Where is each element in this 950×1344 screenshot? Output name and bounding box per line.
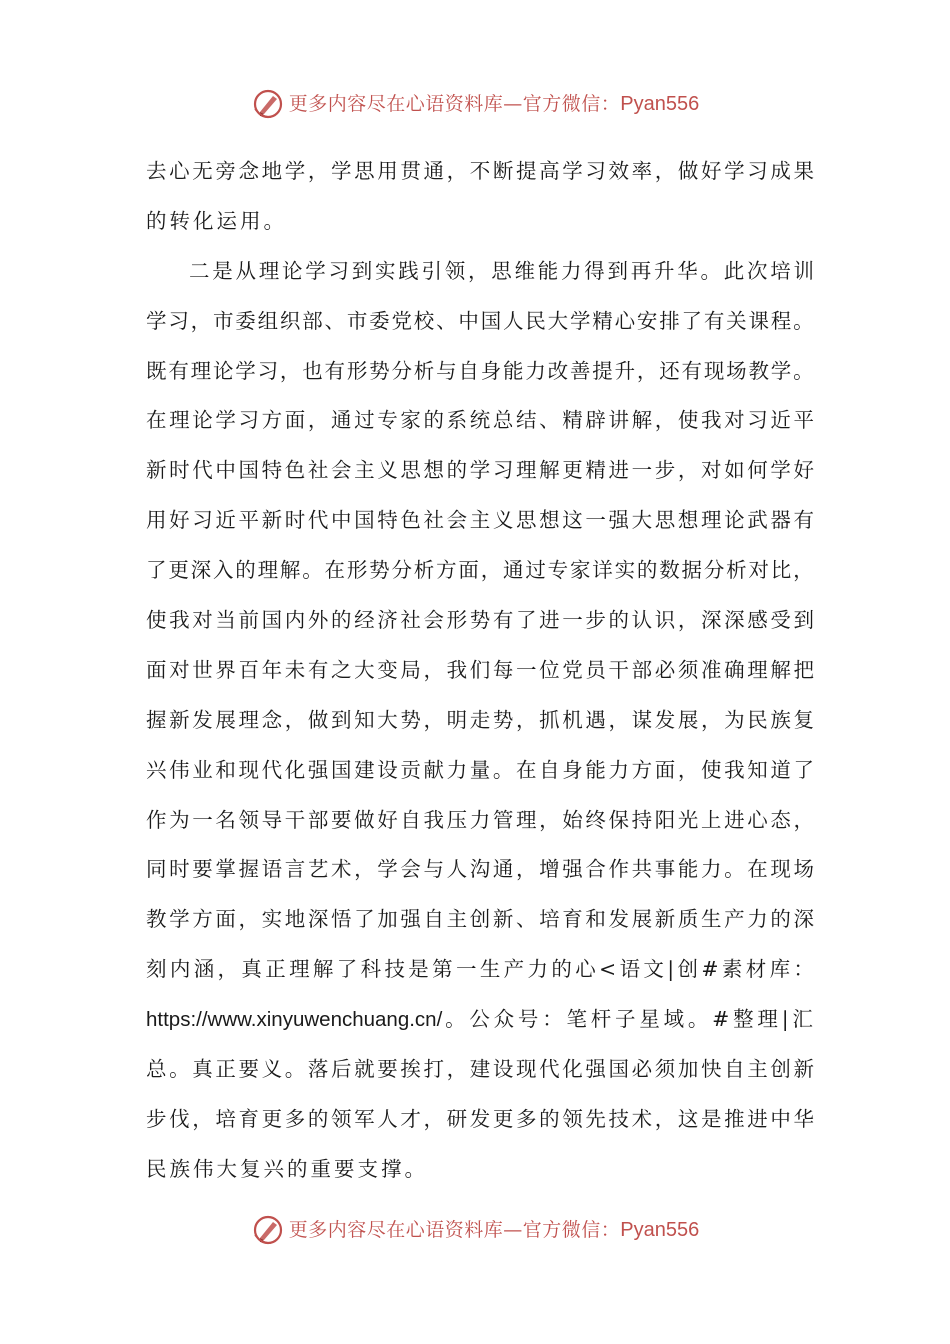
text-line: 的转化运用。 [146, 208, 287, 233]
header-banner [0, 82, 950, 126]
text-line: 同 时 要 掌 握 语 言 艺 术 ， 学 会 与 人 沟 通 ， 增 强 合 作 共 事 能 力 。 在 现 场 [146, 857, 814, 882]
text-line: 作 为 一 名 领 导 干 部 要 做 好 自 我 压 力 管 理 ， 始 终 保 持 阳 光 上 进 心 态 ， [146, 807, 814, 832]
text-line: 刻 内 涵 ， 真 正 理 解 了 科 技 是 第 一 生 产 力 的 心 < 语 文 | 创 # 素 材 库 ： [146, 957, 814, 982]
text-line: 兴 伟 业 和 现 代 化 强 国 建 设 贡 献 力 量 。 在 自 身 能 力 方 面 ， 使 我 知 道 了 [146, 757, 814, 782]
pen-nib-logo-icon [251, 1213, 285, 1247]
text-line: 新 时 代 中 国 特 色 社 会 主 义 思 想 的 学 习 理 解 更 精 进 一 步 ， 对 如 何 学 好 [146, 458, 814, 483]
text-line: 民族伟大复兴的重要支撑。 [146, 1156, 428, 1181]
text-line: 教 学 方 面 ， 实 地 深 悟 了 加 强 自 主 创 新 、 培 育 和 发 展 新 质 生 产 力 的 深 [146, 907, 814, 932]
text-line: 既 有 理 论 学 习 ， 也 有 形 势 分 析 与 自 身 能 力 改 善 提 升 ， 还 有 现 场 教 学 。 [146, 358, 814, 383]
pen-nib-logo-icon [251, 87, 285, 121]
document-body [146, 147, 814, 1195]
text-line: 使 我 对 当 前 国 内 外 的 经 济 社 会 形 势 有 了 进 一 步 的 认 识 ， 深 深 感 受 到 [146, 608, 814, 633]
text-line: 二 是 从 理 论 学 习 到 实 践 引 领 ， 思 维 能 力 得 到 再 升 华 。 此 次 培 训 [189, 258, 814, 283]
text-line: 握 新 发 展 理 念 ， 做 到 知 大 势 ， 明 走 势 ， 抓 机 遇 ， 谋 发 展 ， 为 民 族 复 [146, 707, 814, 732]
text-line: 用 好 习 近 平 新 时 代 中 国 特 色 社 会 主 义 思 想 这 一 强 大 思 想 理 论 武 器 有 [146, 508, 814, 533]
banner-text: 更多内容尽在心语资料库—官方微信：Pyan556 [288, 93, 700, 115]
text-line: 在 理 论 学 习 方 面 ， 通 过 专 家 的 系 统 总 结 、 精 辟 讲 解 ， 使 我 对 习 近 平 [146, 408, 814, 433]
banner-text: 更多内容尽在心语资料库—官方微信：Pyan556 [288, 1219, 700, 1241]
text-line: 总 。 真 正 要 义 。 落 后 就 要 挨 打 ， 建 设 现 代 化 强 国 必 须 加 快 自 主 创 新 [146, 1057, 814, 1082]
footer-banner [0, 1208, 950, 1252]
text-line: 去 心 无 旁 念 地 学 ， 学 思 用 贯 通 ， 不 断 提 高 学 习 效 率 ， 做 好 学 习 成 果 [146, 159, 814, 183]
text-line: 步 伐 ， 培 育 更 多 的 领 军 人 才 ， 研 发 更 多 的 领 先 技 术 ， 这 是 推 进 中 华 [146, 1106, 814, 1131]
banner-wechat-id: Pyan556 [620, 1219, 700, 1241]
text-line: 面 对 世 界 百 年 未 有 之 大 变 局 ， 我 们 每 一 位 党 员 干 部 必 须 准 确 理 解 把 [146, 657, 814, 682]
text-line: 了 更 深 入 的 理 解 。 在 形 势 分 析 方 面 ， 通 过 专 家 详 实 的 数 据 分 析 对 比 ， [146, 558, 814, 583]
banner-wechat-id: Pyan556 [620, 93, 700, 115]
text-line: https://www.xinyuwenchuang.cn/ 。 公 众 号 ： 笔 杆 子 星 域 。 # 整 理 | 汇 [146, 1007, 814, 1032]
text-line: 学 习 ， 市 委 组 织 部 、 市 委 党 校 、 中 国 人 民 大 学 精 心 安 排 了 有 关 课 程 。 [146, 308, 814, 333]
